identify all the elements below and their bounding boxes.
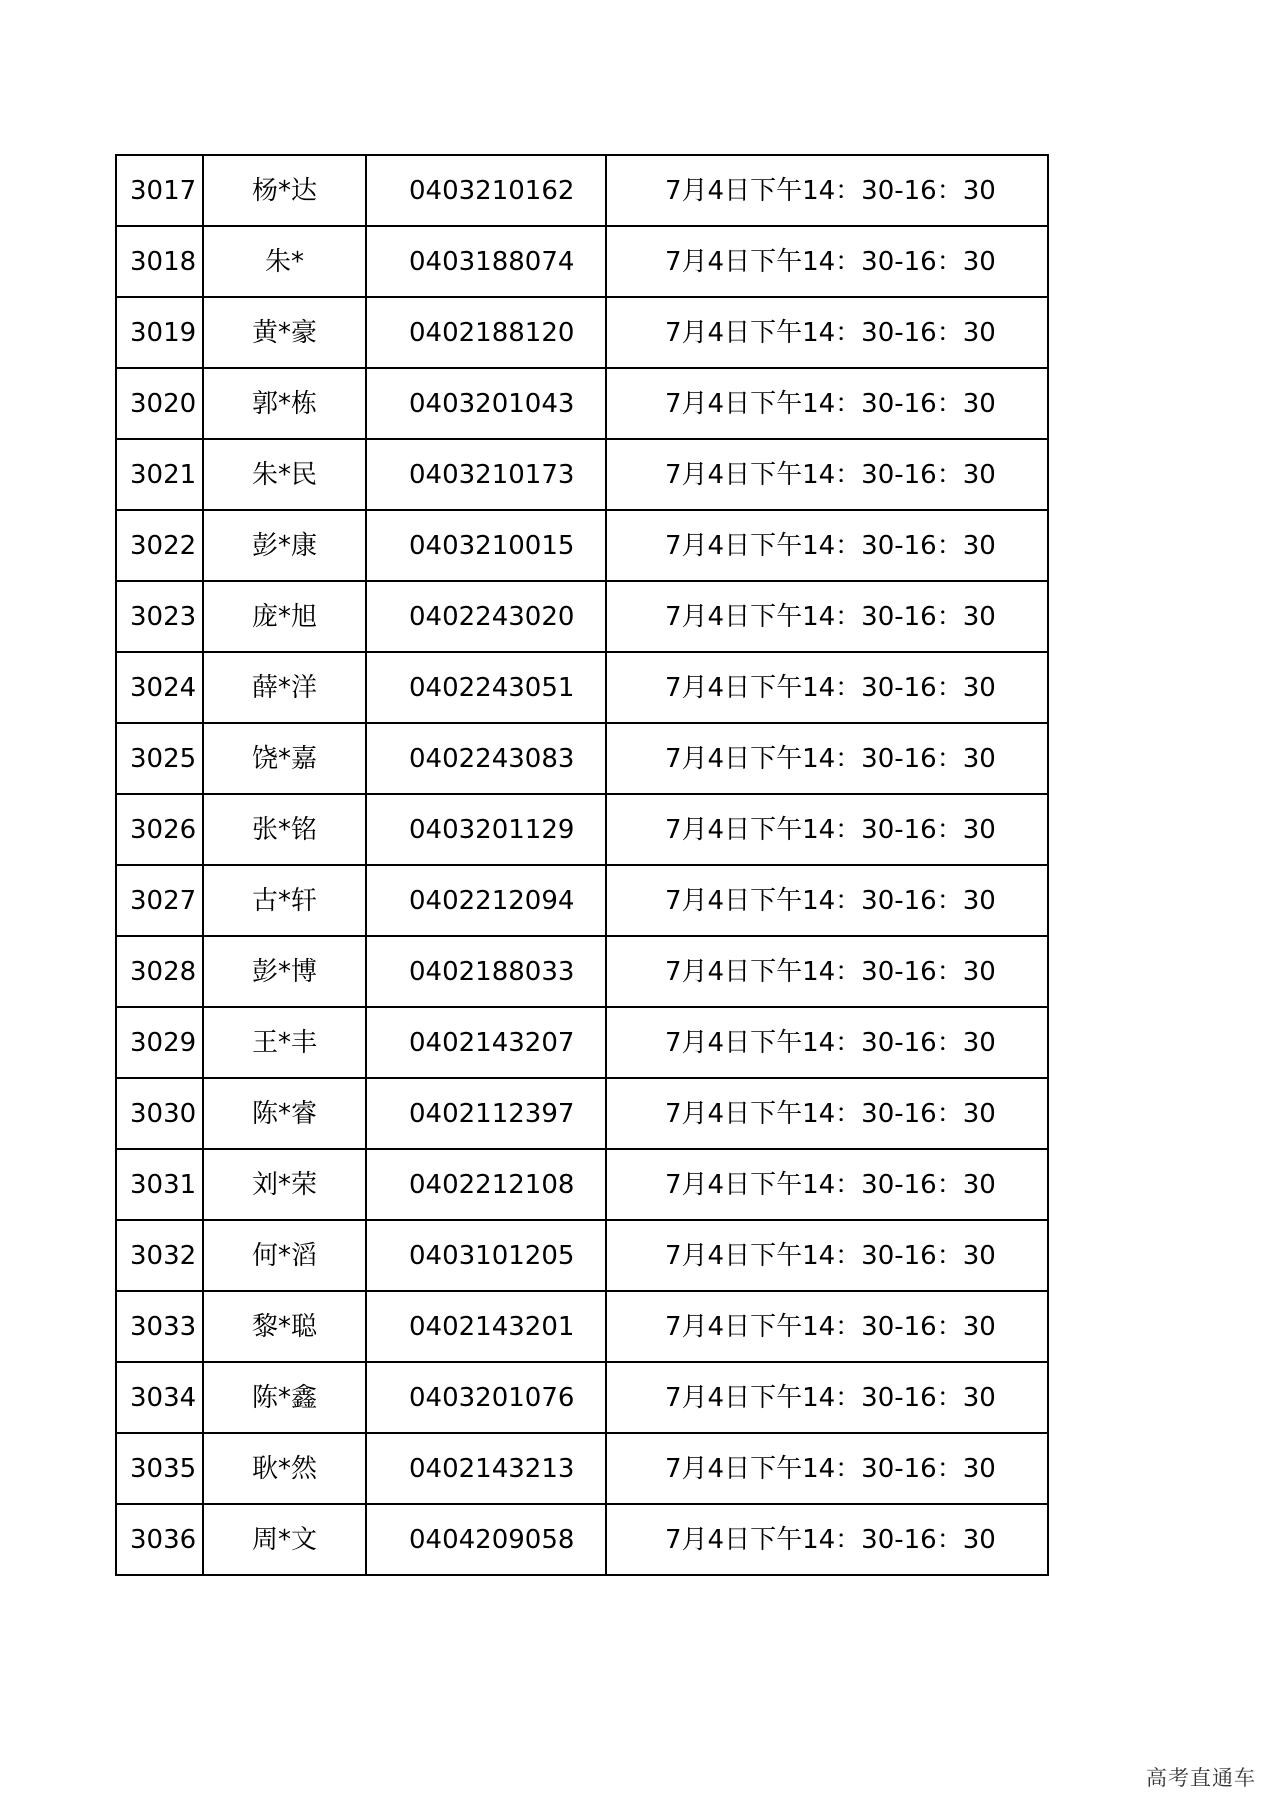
cell-time: 7月4日下午14：30-16：30 — [606, 297, 1048, 368]
table-row — [116, 439, 1048, 510]
table-row — [116, 723, 1048, 794]
cell-time: 7月4日下午14：30-16：30 — [606, 226, 1048, 297]
cell-name: 杨*达 — [203, 155, 366, 226]
cell-seq: 3036 — [116, 1504, 203, 1575]
cell-time: 7月4日下午14：30-16：30 — [606, 1362, 1048, 1433]
cell-seq: 3019 — [116, 297, 203, 368]
table-row — [116, 652, 1048, 723]
cell-name: 张*铭 — [203, 794, 366, 865]
cell-time: 7月4日下午14：30-16：30 — [606, 581, 1048, 652]
table-row — [116, 936, 1048, 1007]
watermark-text: 高考直通车 — [1146, 1766, 1256, 1790]
cell-name: 彭*康 — [203, 510, 366, 581]
roster-table — [115, 154, 1049, 1576]
cell-name: 饶*嘉 — [203, 723, 366, 794]
cell-name: 朱* — [203, 226, 366, 297]
cell-time: 7月4日下午14：30-16：30 — [606, 794, 1048, 865]
cell-seq: 3021 — [116, 439, 203, 510]
cell-seq: 3027 — [116, 865, 203, 936]
table-row — [116, 1362, 1048, 1433]
cell-time: 7月4日下午14：30-16：30 — [606, 439, 1048, 510]
cell-id: 0403201076 — [366, 1362, 606, 1433]
cell-id: 0402112397 — [366, 1078, 606, 1149]
table-row — [116, 1433, 1048, 1504]
cell-id: 0402243020 — [366, 581, 606, 652]
cell-id: 0403210173 — [366, 439, 606, 510]
cell-id: 0403210162 — [366, 155, 606, 226]
cell-name: 朱*民 — [203, 439, 366, 510]
cell-id: 0402243051 — [366, 652, 606, 723]
table-row — [116, 1078, 1048, 1149]
cell-seq: 3032 — [116, 1220, 203, 1291]
cell-id: 0402212108 — [366, 1149, 606, 1220]
table-row — [116, 865, 1048, 936]
cell-id: 0402143201 — [366, 1291, 606, 1362]
table-row — [116, 1149, 1048, 1220]
cell-id: 0402243083 — [366, 723, 606, 794]
cell-time: 7月4日下午14：30-16：30 — [606, 1149, 1048, 1220]
cell-time: 7月4日下午14：30-16：30 — [606, 936, 1048, 1007]
cell-time: 7月4日下午14：30-16：30 — [606, 1007, 1048, 1078]
table-row — [116, 794, 1048, 865]
cell-seq: 3022 — [116, 510, 203, 581]
table-row — [116, 226, 1048, 297]
cell-name: 刘*荣 — [203, 1149, 366, 1220]
table-row — [116, 1007, 1048, 1078]
cell-seq: 3017 — [116, 155, 203, 226]
cell-seq: 3025 — [116, 723, 203, 794]
cell-id: 0402143213 — [366, 1433, 606, 1504]
table-row — [116, 510, 1048, 581]
cell-time: 7月4日下午14：30-16：30 — [606, 1504, 1048, 1575]
cell-name: 陈*鑫 — [203, 1362, 366, 1433]
cell-id: 0403201043 — [366, 368, 606, 439]
cell-time: 7月4日下午14：30-16：30 — [606, 155, 1048, 226]
table-row — [116, 155, 1048, 226]
cell-time: 7月4日下午14：30-16：30 — [606, 368, 1048, 439]
cell-time: 7月4日下午14：30-16：30 — [606, 723, 1048, 794]
cell-time: 7月4日下午14：30-16：30 — [606, 652, 1048, 723]
cell-time: 7月4日下午14：30-16：30 — [606, 510, 1048, 581]
cell-seq: 3020 — [116, 368, 203, 439]
table-row — [116, 581, 1048, 652]
cell-name: 古*轩 — [203, 865, 366, 936]
cell-seq: 3028 — [116, 936, 203, 1007]
cell-id: 0402212094 — [366, 865, 606, 936]
cell-name: 庞*旭 — [203, 581, 366, 652]
cell-seq: 3033 — [116, 1291, 203, 1362]
cell-id: 0402188120 — [366, 297, 606, 368]
cell-name: 何*滔 — [203, 1220, 366, 1291]
cell-seq: 3030 — [116, 1078, 203, 1149]
cell-time: 7月4日下午14：30-16：30 — [606, 1291, 1048, 1362]
cell-seq: 3026 — [116, 794, 203, 865]
cell-name: 周*文 — [203, 1504, 366, 1575]
cell-seq: 3034 — [116, 1362, 203, 1433]
cell-seq: 3023 — [116, 581, 203, 652]
cell-seq: 3024 — [116, 652, 203, 723]
cell-name: 薛*洋 — [203, 652, 366, 723]
cell-seq: 3029 — [116, 1007, 203, 1078]
cell-name: 彭*博 — [203, 936, 366, 1007]
cell-time: 7月4日下午14：30-16：30 — [606, 1220, 1048, 1291]
cell-seq: 3031 — [116, 1149, 203, 1220]
cell-time: 7月4日下午14：30-16：30 — [606, 865, 1048, 936]
cell-name: 黎*聪 — [203, 1291, 366, 1362]
table-row — [116, 1504, 1048, 1575]
cell-name: 陈*睿 — [203, 1078, 366, 1149]
cell-seq: 3018 — [116, 226, 203, 297]
cell-time: 7月4日下午14：30-16：30 — [606, 1078, 1048, 1149]
cell-name: 耿*然 — [203, 1433, 366, 1504]
cell-time: 7月4日下午14：30-16：30 — [606, 1433, 1048, 1504]
cell-id: 0402188033 — [366, 936, 606, 1007]
cell-seq: 3035 — [116, 1433, 203, 1504]
cell-name: 黄*豪 — [203, 297, 366, 368]
cell-id: 0403201129 — [366, 794, 606, 865]
cell-id: 0403188074 — [366, 226, 606, 297]
table-row — [116, 1220, 1048, 1291]
cell-id: 0403101205 — [366, 1220, 606, 1291]
cell-id: 0403210015 — [366, 510, 606, 581]
cell-id: 0404209058 — [366, 1504, 606, 1575]
cell-id: 0402143207 — [366, 1007, 606, 1078]
table-row — [116, 368, 1048, 439]
cell-name: 郭*栋 — [203, 368, 366, 439]
table-row — [116, 1291, 1048, 1362]
table-row — [116, 297, 1048, 368]
cell-name: 王*丰 — [203, 1007, 366, 1078]
